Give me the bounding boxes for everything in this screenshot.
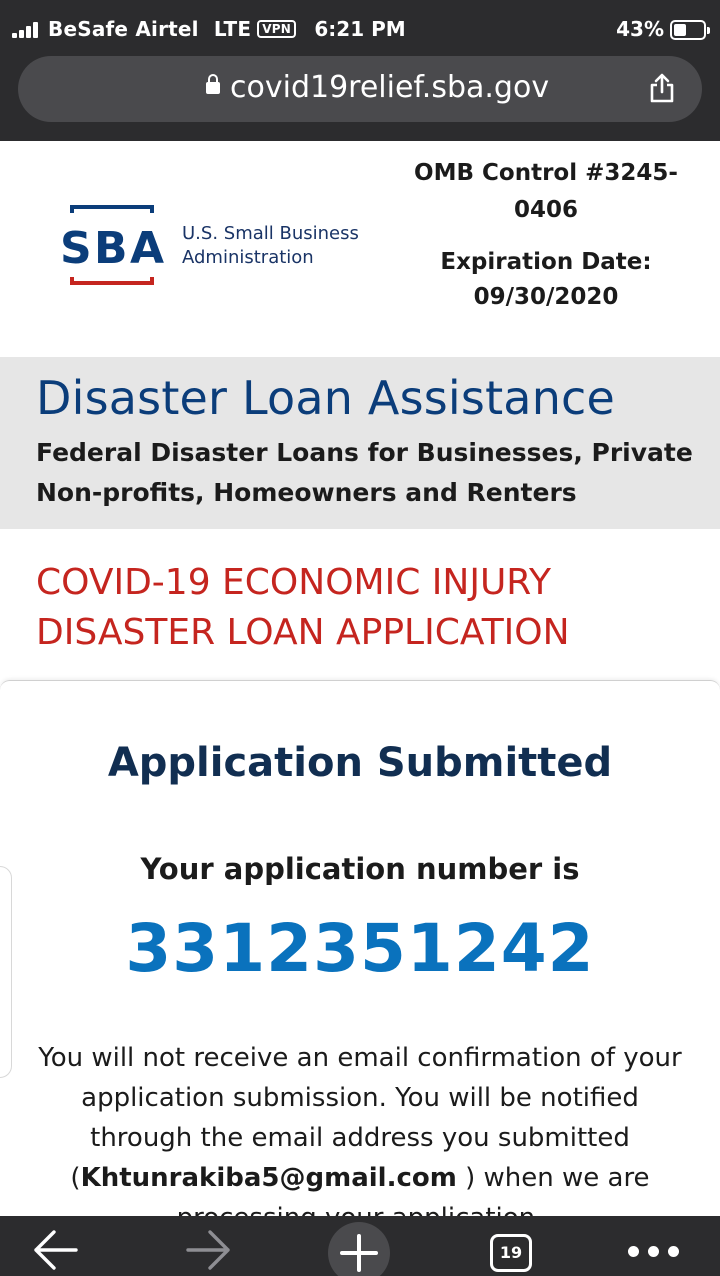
- application-number: 3312351242: [125, 910, 595, 987]
- expiration-date: [406, 245, 686, 315]
- svg-text:SBA: SBA: [60, 223, 164, 274]
- share-icon[interactable]: [648, 73, 676, 103]
- program-title: [36, 558, 696, 658]
- program-title-line2: DISASTER LOAN APPLICATION: [36, 612, 570, 653]
- agency-name-line2: Administration: [182, 247, 314, 268]
- lock-icon: [206, 82, 220, 94]
- tab-switcher-button[interactable]: 19: [490, 1234, 532, 1272]
- expiration-label: Expiration Date:: [440, 249, 652, 275]
- confirmation-heading: Application Submitted: [107, 740, 613, 786]
- program-title-line1: COVID-19 ECONOMIC INJURY: [36, 562, 552, 603]
- submitted-email: Khtunrakiba5@gmail.com: [80, 1163, 457, 1193]
- agency-name-line1: U.S. Small Business: [182, 223, 359, 244]
- forward-arrow-icon[interactable]: [180, 1216, 236, 1276]
- site-header: [0, 141, 720, 357]
- network-type: LTE: [213, 17, 252, 41]
- battery-icon: [670, 20, 706, 40]
- new-tab-button[interactable]: [328, 1222, 390, 1276]
- status-time: 6:21 PM: [314, 17, 406, 41]
- plus-icon: [328, 1222, 390, 1276]
- status-bar: [0, 0, 720, 58]
- omb-line2: 0406: [513, 197, 578, 223]
- application-number-label: Your application number is: [140, 852, 580, 886]
- notice-text-before: You will not receive an email confirmation of your application submission. You will be notified through the email address you submitted (: [38, 1043, 682, 1193]
- confirmation-notice: [30, 1038, 690, 1238]
- omb-control-number: [406, 155, 686, 229]
- url-text: covid19relief.sba.gov: [230, 70, 550, 105]
- page-title: Disaster Loan Assistance: [36, 371, 616, 425]
- battery-percent: 43%: [616, 17, 664, 41]
- omb-line1: OMB Control #3245-: [414, 160, 678, 186]
- page-subtitle: Federal Disaster Loans for Businesses, Private Non-profits, Homeowners and Renters: [36, 438, 693, 507]
- address-bar[interactable]: [18, 56, 702, 122]
- browser-toolbar: [0, 1216, 720, 1276]
- browser-top-chrome: [0, 0, 720, 141]
- carrier-name: BeSafe Airtel: [48, 17, 199, 41]
- notice-text-after: ) when we are: [465, 1163, 650, 1193]
- agency-name: [182, 222, 359, 270]
- more-menu-icon[interactable]: [624, 1216, 684, 1276]
- page-banner: [0, 357, 720, 529]
- vpn-badge: VPN: [257, 20, 296, 38]
- sba-logo-icon[interactable]: [60, 205, 168, 285]
- expiration-value: 09/30/2020: [473, 284, 619, 310]
- back-arrow-icon[interactable]: [28, 1216, 84, 1276]
